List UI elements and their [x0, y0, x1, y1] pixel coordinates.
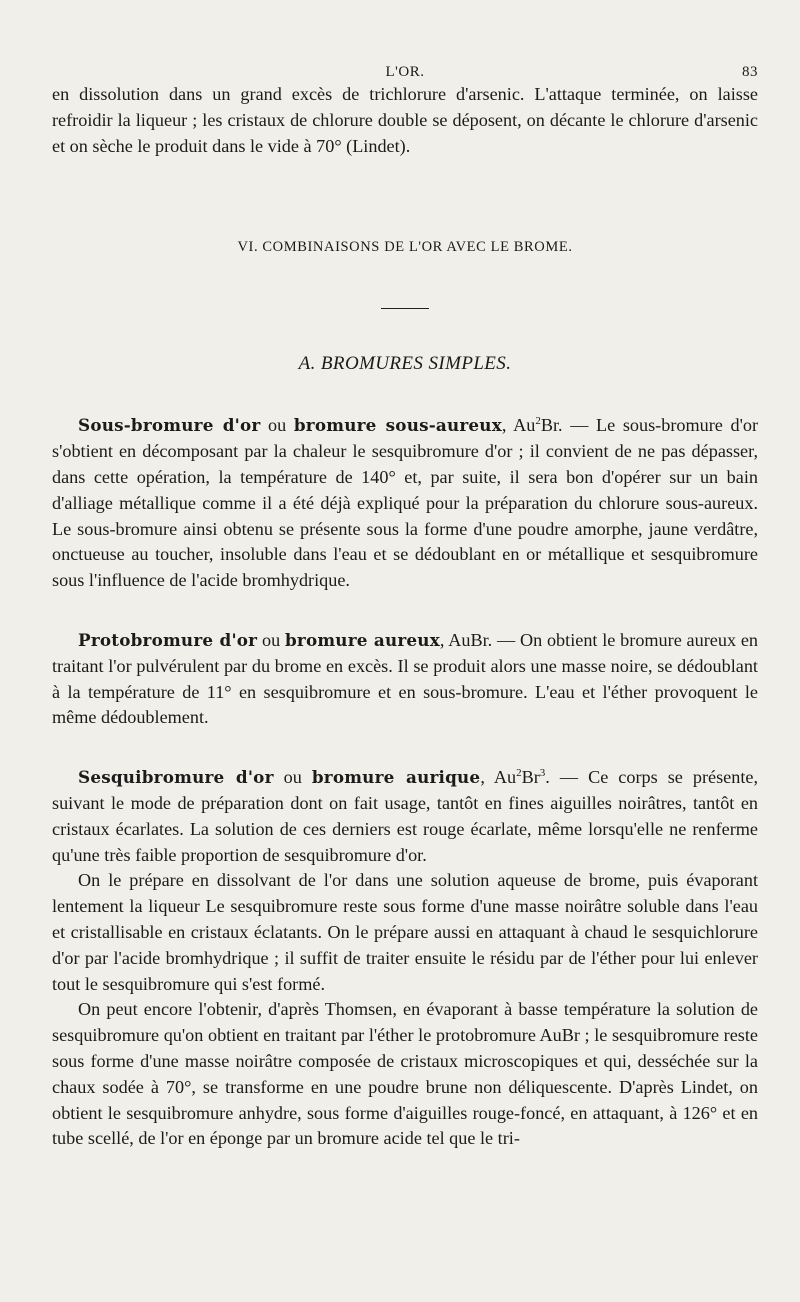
entry-sesquibromure: Sesquibromure d'or ou bromure aurique, Au$^2$Br$^3$. — Ce corps se présente, suivant le mode de préparation dont on fait usage, tantôt en fines aiguilles noirâtres, tantôt en cristaux écarlates. La solution de ces derniers est rouge écarlate, même lorsqu'elle ne renferme qu'une très faible proportion de sesquibromure d'or.	[52, 767, 758, 865]
sesquibromure-paragraph-2: On le prépare en dissolvant de l'or dans une solution aqueuse de brome, puis évaporant lentement la liqueur Le sesquibromure reste sous forme d'une masse noirâtre soluble dans l'eau et cristallisable en cristaux éclatants. On le prépare aussi en attaquant à chaud le sesquichlorure d'or par l'acide bromhydrique ; il suffit de traiter ensuite le résidu par de l'éther pour lui enlever tout le sesquibromure qui s'est formé.	[52, 870, 758, 994]
entry-synonym: bromure aureux	[284, 629, 440, 650]
subsection-title: A. BROMURES SIMPLES.	[298, 353, 512, 375]
running-title: L'OR.	[385, 64, 425, 80]
entry-sous-bromure: Sous-bromure d'or ou bromure sous-aureux, Au$^2$Br. — Le sous-bromure d'or s'obtient en décomposant par la chaleur le sesquibromure d'or ; il convient de ne pas dépasser, dans cette opération, la température de 140° et, par suite, il sera bon d'opérer sur un bain d'alliage métallique comme il a été déjà expliqué pour la préparation du chlorure sous-aureux. Le sous-bromure ainsi obtenu se présente sous la forme d'une poudre amorphe, jaune verdâtre, onctueuse au toucher, insoluble dans l'eau et se dédoublant en or métallique et sesquibromure sous l'influence de l'acide bromhydrique.	[52, 415, 759, 591]
entry-connector: ou	[262, 629, 281, 650]
entry-term: Protobromure d'or	[78, 629, 258, 650]
entry-protobromure: Protobromure d'or ou bromure aureux, AuBr. — On obtient le bromure aureux en traitant l'or pulvérulent par du brome en excès. Il se produit alors une masse noire, se dédoublant à la température de 11° en sesquibromure et en sous-bromure. L'eau et l'éther provoquent le même dédoublement.	[52, 629, 758, 728]
entry-synonym: bromure aurique	[311, 767, 481, 788]
entry-text: — Le sous-bromure d'or s'obtient en décomposant par la chaleur le sesquibromure d'or ; il convient de ne pas dépasser, dans cette opération, la température de 140° et, par suite, il sera bon d'opérer sur un bain d'alliage métallique comme il a été déjà expliqué pour la préparation du chlorure sous-aureux. Le sous-bromure ainsi obtenu se présente sous la forme d'une poudre amorphe, jaune verdâtre, onctueuse au toucher, insoluble dans l'eau et se dédoublant en or métallique et sesquibromure sous l'influence de l'acide bromhydrique.	[52, 415, 759, 591]
entry-formula: Au$^2$Br$^3$.	[493, 767, 550, 788]
section-title: VI. COMBINAISONS DE L'OR AVEC LE BROME.	[237, 239, 573, 256]
entry-formula: AuBr.	[448, 629, 493, 650]
entry-term: Sesquibromure d'or	[78, 767, 274, 788]
entry-text: — Ce corps se présente, suivant le mode de préparation dont on fait usage, tantôt en fines aiguilles noirâtres, tantôt en cristaux écarlates. La solution de ces derniers est rouge écarlate, même lorsqu'elle ne renferme qu'une très faible proportion de sesquibromure d'or.	[52, 767, 758, 865]
page-number: 83	[742, 64, 758, 80]
intro-paragraph: en dissolution dans un grand excès de trichlorure d'arsenic. L'attaque terminée, on laisse refroidir la liqueur ; les cristaux de chlorure double se déposent, on décante le chlorure d'arsenic et on sèche le produit dans le vide à 70° (Lindet).	[52, 84, 758, 156]
entry-text: — On obtient le bromure aureux en traitant l'or pulvérulent par du brome en excès. Il se produit alors une masse noire, se dédoublant à la température de 11° en sesquibromure et en sous-bromure. L'eau et l'éther provoquent le même dédoublement.	[52, 629, 758, 728]
running-head	[52, 58, 758, 82]
entry-term: Sous-bromure d'or	[78, 415, 261, 436]
section-divider	[381, 308, 429, 309]
entry-formula: Au$^2$Br.	[513, 415, 563, 436]
sesquibromure-paragraph-3: On peut encore l'obtenir, d'après Thomsen, en évaporant à basse température la solution de sesquibromure qu'on obtient en traitant par l'éther le protobromure AuBr ; le sesquibromure reste sous forme d'une masse noirâtre composée de cristaux microscopiques et qui, desséchée sur la chaux sodée à 70°, se transforme en une poudre brune non déliquescente. D'après Lindet, on obtient le sesquibromure anhydre, sous forme d'aiguilles rouge-foncé, en attaquant, à 126° et en tube scellé, de l'or en éponge par un bromure acide tel que le tri-	[52, 999, 758, 1149]
entry-connector: ou	[283, 767, 302, 788]
entry-synonym: bromure sous-aureux	[293, 415, 502, 436]
entry-connector: ou	[268, 415, 287, 436]
